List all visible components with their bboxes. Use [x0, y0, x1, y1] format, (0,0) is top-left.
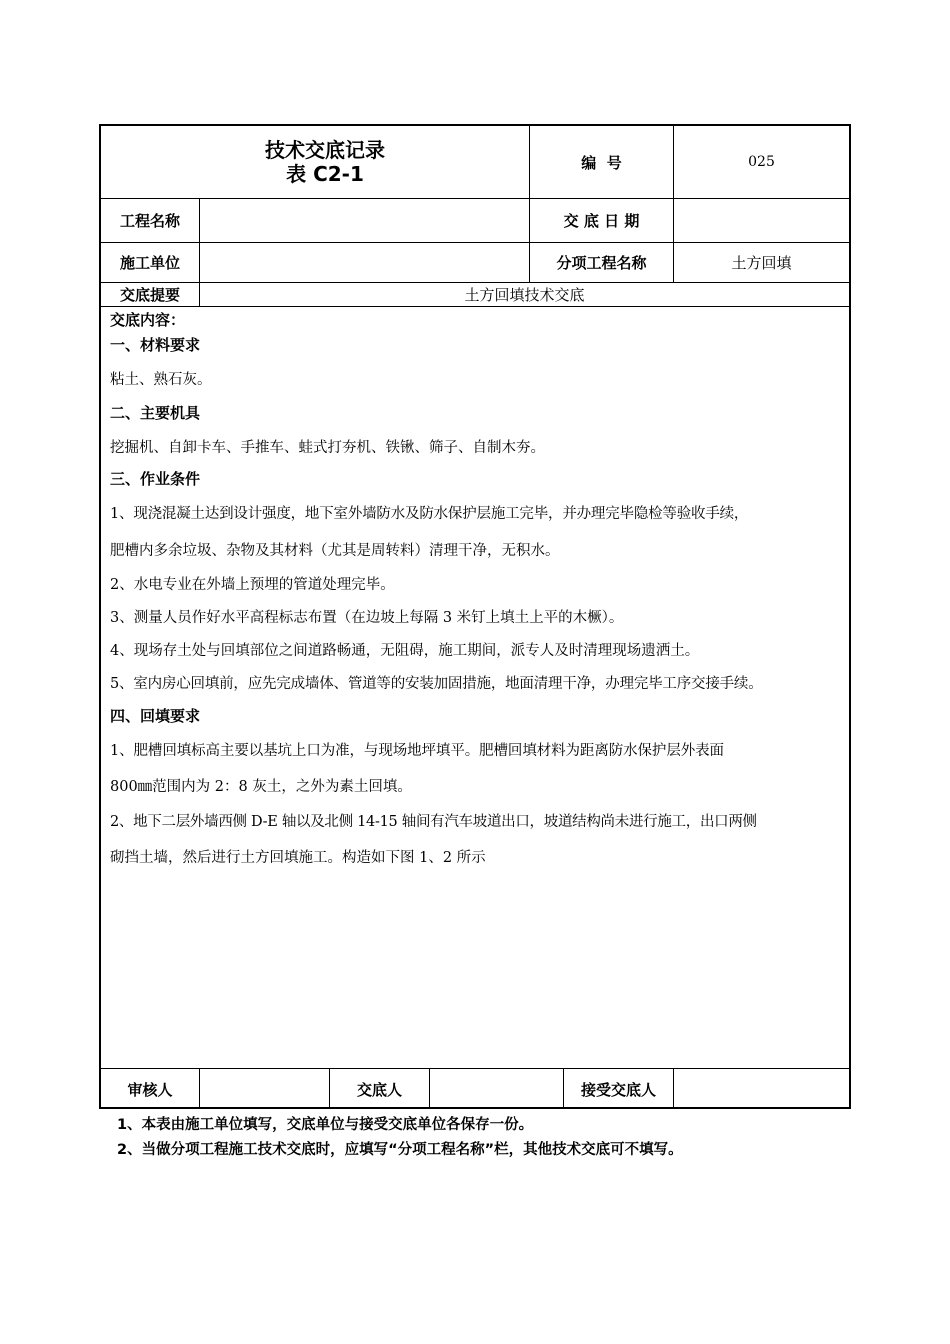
- section-backfill-line: 800㎜范围内为 2：8 灰土，之外为素土回填。: [110, 779, 412, 795]
- section-backfill-line: 2、地下二层外墙西侧 D-E 轴以及北侧 14-15 轴间有汽车坡道出口，坡道结构尚未进行施工，出口两侧: [110, 814, 757, 830]
- section-tools-line: 挖掘机、自卸卡车、手推车、蛙式打夯机、铁锹、筛子、自制木夯。: [110, 440, 545, 456]
- section-conditions-line: 3、测量人员作好水平高程标志布置（在边坡上每隔 3 米钉上填土上平的木橛）。: [110, 610, 624, 626]
- discloser-value[interactable]: [430, 1069, 563, 1109]
- disclosure-record-form: [99, 124, 851, 1109]
- content-intro: 交底内容：: [110, 311, 186, 329]
- project-name-value[interactable]: [200, 199, 529, 242]
- section-backfill-line: 1、肥槽回填标高主要以基坑上口为准，与现场地坪填平。肥槽回填材料为距离防水保护层外表面: [110, 743, 724, 759]
- form-title: [101, 126, 529, 198]
- section-conditions-line: 5、室内房心回填前，应先完成墙体、管道等的安装加固措施，地面清理干净，办理完毕工序交接手续。: [110, 676, 763, 692]
- summary-label: 交底提要: [119, 286, 180, 304]
- discloser-label: 交底人: [356, 1080, 402, 1099]
- section-materials-line: 粘土、熟石灰。: [110, 372, 212, 388]
- section-conditions-line: 肥槽内多余垃圾、杂物及其材料（尤其是周转料）清理干净，无积水。: [110, 543, 560, 559]
- date-value[interactable]: [674, 199, 849, 242]
- form-title-code: 表 C2-1: [286, 162, 364, 186]
- section-tools-title: 二、主要机具: [110, 404, 201, 422]
- row-divider: [101, 306, 849, 307]
- project-name-label: 工程名称: [119, 212, 180, 230]
- reviewer-value[interactable]: [200, 1069, 329, 1109]
- date-label: 交 底 日 期: [563, 212, 640, 230]
- contractor-label: 施工单位: [119, 254, 180, 272]
- subproject-value[interactable]: 土方回填: [731, 254, 792, 272]
- receiver-label: 接受交底人: [580, 1080, 656, 1099]
- receiver-value[interactable]: [674, 1069, 849, 1109]
- section-conditions-line: 1、现浇混凝土达到设计强度，地下室外墙防水及防水保护层施工完毕，并办理完毕隐检等验收手续，: [110, 506, 749, 522]
- form-title-main: 技术交底记录: [265, 138, 385, 162]
- summary-value[interactable]: 土方回填技术交底: [464, 286, 585, 304]
- section-conditions-line: 2、水电专业在外墙上预埋的管道处理完毕。: [110, 577, 395, 593]
- contractor-value[interactable]: [200, 243, 529, 282]
- section-backfill-title: 四、回填要求: [110, 707, 201, 725]
- section-conditions-line: 4、现场存土处与回填部位之间道路畅通，无阻碍，施工期间，派专人及时清理现场遗洒土。: [110, 643, 700, 659]
- note-1: 1、本表由施工单位填写，交底单位与接受交底单位各保存一份。: [117, 1117, 534, 1133]
- section-backfill-line: 砌挡土墙，然后进行土方回填施工。构造如下图 1、2 所示: [110, 850, 486, 866]
- number-value[interactable]: 025: [748, 154, 775, 170]
- note-2: 2、当做分项工程施工技术交底时，应填写“分项工程名称”栏，其他技术交底可不填写。: [117, 1142, 683, 1158]
- number-label: 编 号: [581, 153, 622, 172]
- section-materials-title: 一、材料要求: [110, 336, 201, 354]
- section-conditions-title: 三、作业条件: [110, 470, 201, 488]
- reviewer-label: 审核人: [127, 1080, 173, 1099]
- subproject-label: 分项工程名称: [556, 254, 647, 272]
